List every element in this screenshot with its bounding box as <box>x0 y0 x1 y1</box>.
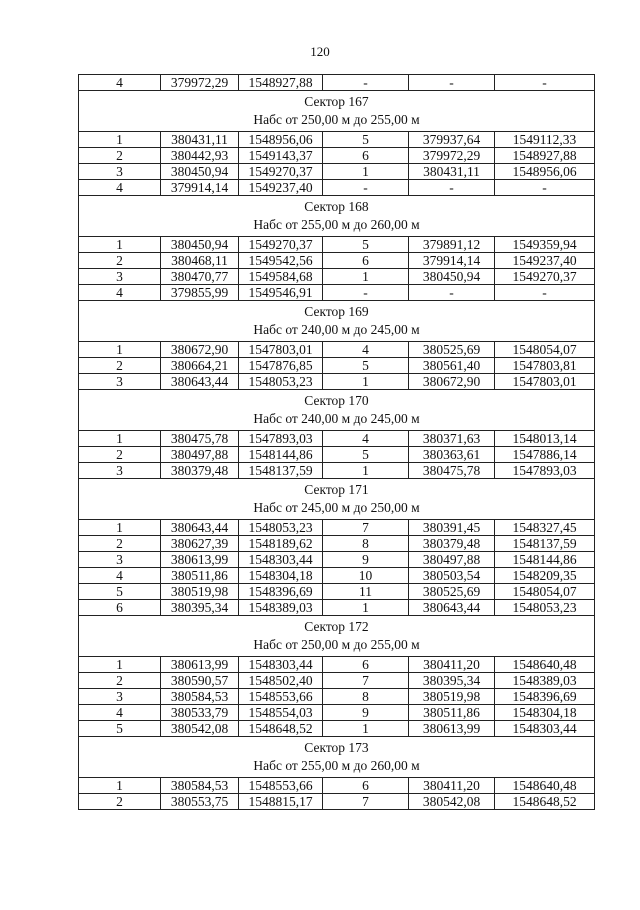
sector-header <box>79 616 595 657</box>
table-row <box>79 536 595 552</box>
coord-y-2: 1549359,94 <box>495 237 595 253</box>
coord-x: 380542,08 <box>161 721 239 737</box>
point-number: 2 <box>79 447 161 463</box>
coord-y: 1547893,03 <box>239 431 323 447</box>
coord-x-2: 380561,40 <box>409 358 495 374</box>
point-number-2: 7 <box>323 794 409 810</box>
page-number: 120 <box>310 44 330 59</box>
coord-x-2: 380525,69 <box>409 342 495 358</box>
sector-header-row <box>79 479 595 520</box>
coord-y: 1549270,37 <box>239 237 323 253</box>
coord-x-2: 380411,20 <box>409 778 495 794</box>
sector-header <box>79 737 595 778</box>
table-row <box>79 237 595 253</box>
point-number-2: 4 <box>323 342 409 358</box>
table-row <box>79 657 595 673</box>
coord-y-2: 1547803,81 <box>495 358 595 374</box>
point-number-2: - <box>323 285 409 301</box>
sectors-coordinates-table <box>78 74 595 810</box>
coord-x-2: 379914,14 <box>409 253 495 269</box>
point-number: 4 <box>79 180 161 196</box>
table-row <box>79 180 595 196</box>
sector-header-row <box>79 390 595 431</box>
coord-x-2: 380643,44 <box>409 600 495 616</box>
coord-y-2: 1548304,18 <box>495 705 595 721</box>
point-number-2: 8 <box>323 536 409 552</box>
coord-x-2: 380431,11 <box>409 164 495 180</box>
coord-x: 380613,99 <box>161 657 239 673</box>
point-number-2: 1 <box>323 600 409 616</box>
sector-height-range: Набс от 255,00 м до 260,00 м <box>253 217 420 232</box>
coord-y-2: 1548137,59 <box>495 536 595 552</box>
table-row <box>79 285 595 301</box>
point-number-2: 4 <box>323 431 409 447</box>
coord-y-2: 1548327,45 <box>495 520 595 536</box>
table-row <box>79 463 595 479</box>
point-number-2: 11 <box>323 584 409 600</box>
coord-y: 1548389,03 <box>239 600 323 616</box>
coord-x: 380643,44 <box>161 520 239 536</box>
coord-x: 379972,29 <box>161 75 239 91</box>
point-number-2: 6 <box>323 657 409 673</box>
point-number-2: 10 <box>323 568 409 584</box>
point-number: 5 <box>79 721 161 737</box>
coord-y-2: 1548927,88 <box>495 148 595 164</box>
coord-x-2: 380519,98 <box>409 689 495 705</box>
point-number-2: 1 <box>323 374 409 390</box>
sector-header <box>79 91 595 132</box>
sector-title: Сектор 169 <box>304 304 369 319</box>
point-number-2: 1 <box>323 721 409 737</box>
point-number: 3 <box>79 689 161 705</box>
point-number: 1 <box>79 132 161 148</box>
coord-y-2: 1548396,69 <box>495 689 595 705</box>
coord-y: 1548554,03 <box>239 705 323 721</box>
coord-y-2: 1548144,86 <box>495 552 595 568</box>
coord-y: 1548144,86 <box>239 447 323 463</box>
table-row <box>79 269 595 285</box>
table-row <box>79 164 595 180</box>
coord-y: 1549584,68 <box>239 269 323 285</box>
coord-y: 1549143,37 <box>239 148 323 164</box>
sector-title: Сектор 168 <box>304 199 369 214</box>
table-row <box>79 552 595 568</box>
coord-y: 1548927,88 <box>239 75 323 91</box>
point-number-2: 5 <box>323 358 409 374</box>
point-number: 4 <box>79 285 161 301</box>
coord-x-2: 380475,78 <box>409 463 495 479</box>
coord-x: 380470,77 <box>161 269 239 285</box>
point-number: 1 <box>79 431 161 447</box>
coord-x-2: 379972,29 <box>409 148 495 164</box>
table-row <box>79 584 595 600</box>
sector-height-range: Набс от 245,00 м до 250,00 м <box>253 500 420 515</box>
coord-x: 379914,14 <box>161 180 239 196</box>
coord-x-2: - <box>409 75 495 91</box>
coord-x-2: 379891,12 <box>409 237 495 253</box>
sector-header <box>79 196 595 237</box>
point-number-2: 1 <box>323 463 409 479</box>
coord-x-2: 380542,08 <box>409 794 495 810</box>
coord-y-2: 1548648,52 <box>495 794 595 810</box>
coord-y: 1548053,23 <box>239 374 323 390</box>
point-number: 3 <box>79 269 161 285</box>
coord-y: 1548648,52 <box>239 721 323 737</box>
coord-x: 379855,99 <box>161 285 239 301</box>
coord-x: 380584,53 <box>161 778 239 794</box>
coord-y-2: 1548013,14 <box>495 431 595 447</box>
sector-header <box>79 390 595 431</box>
coord-y-2: 1547886,14 <box>495 447 595 463</box>
table-row <box>79 568 595 584</box>
coord-y: 1548189,62 <box>239 536 323 552</box>
coord-y: 1548502,40 <box>239 673 323 689</box>
sector-title: Сектор 172 <box>304 619 369 634</box>
coord-x: 380533,79 <box>161 705 239 721</box>
coord-x-2: 380450,94 <box>409 269 495 285</box>
sector-title: Сектор 167 <box>304 94 369 109</box>
continuation-row <box>79 75 595 91</box>
coord-x: 380584,53 <box>161 689 239 705</box>
coord-x: 380395,34 <box>161 600 239 616</box>
table-row <box>79 431 595 447</box>
table-row <box>79 447 595 463</box>
point-number: 4 <box>79 705 161 721</box>
sector-header-row <box>79 301 595 342</box>
coord-y: 1548396,69 <box>239 584 323 600</box>
coord-y: 1549546,91 <box>239 285 323 301</box>
coord-y: 1548303,44 <box>239 552 323 568</box>
point-number: 2 <box>79 794 161 810</box>
point-number: 2 <box>79 673 161 689</box>
coord-x: 380497,88 <box>161 447 239 463</box>
point-number: 3 <box>79 374 161 390</box>
table-row <box>79 358 595 374</box>
coord-y-2: 1548054,07 <box>495 342 595 358</box>
point-number-2: - <box>323 180 409 196</box>
coord-x: 380475,78 <box>161 431 239 447</box>
point-number-2: 8 <box>323 689 409 705</box>
coord-y: 1549237,40 <box>239 180 323 196</box>
table-row <box>79 778 595 794</box>
sector-height-range: Набс от 250,00 м до 255,00 м <box>253 637 420 652</box>
coord-x: 380442,93 <box>161 148 239 164</box>
coord-x-2: 380503,54 <box>409 568 495 584</box>
table-row <box>79 721 595 737</box>
point-number-2: 6 <box>323 778 409 794</box>
coord-y-2: 1549270,37 <box>495 269 595 285</box>
coord-y: 1548956,06 <box>239 132 323 148</box>
coord-y: 1548053,23 <box>239 520 323 536</box>
coord-x-2: 379937,64 <box>409 132 495 148</box>
coord-x-2: 380391,45 <box>409 520 495 536</box>
coord-y: 1548303,44 <box>239 657 323 673</box>
coord-x: 380511,86 <box>161 568 239 584</box>
coord-x: 380664,21 <box>161 358 239 374</box>
coord-x-2: 380525,69 <box>409 584 495 600</box>
point-number-2: 5 <box>323 132 409 148</box>
coord-y-2: 1548209,35 <box>495 568 595 584</box>
coord-y-2: 1548640,48 <box>495 657 595 673</box>
table-row <box>79 342 595 358</box>
point-number: 1 <box>79 342 161 358</box>
coord-y: 1548137,59 <box>239 463 323 479</box>
point-number-2: 1 <box>323 164 409 180</box>
coord-x-2: 380511,86 <box>409 705 495 721</box>
point-number-2: 9 <box>323 705 409 721</box>
table-row <box>79 253 595 269</box>
coord-y-2: - <box>495 180 595 196</box>
coord-x: 380379,48 <box>161 463 239 479</box>
point-number: 3 <box>79 463 161 479</box>
point-number: 4 <box>79 568 161 584</box>
coord-y-2: 1549237,40 <box>495 253 595 269</box>
sector-header-row <box>79 616 595 657</box>
coord-x-2: 380613,99 <box>409 721 495 737</box>
coord-y-2: 1548053,23 <box>495 600 595 616</box>
sector-title: Сектор 171 <box>304 482 369 497</box>
point-number: 6 <box>79 600 161 616</box>
coord-x-2: - <box>409 180 495 196</box>
point-number: 5 <box>79 584 161 600</box>
coord-x-2: 380363,61 <box>409 447 495 463</box>
sector-header-row <box>79 737 595 778</box>
coord-y-2: 1548303,44 <box>495 721 595 737</box>
point-number-2: 5 <box>323 447 409 463</box>
point-number: 1 <box>79 520 161 536</box>
table-body <box>79 75 595 810</box>
coord-y: 1547803,01 <box>239 342 323 358</box>
table-row <box>79 520 595 536</box>
coord-x-2: 380371,63 <box>409 431 495 447</box>
sector-height-range: Набс от 240,00 м до 245,00 м <box>253 322 420 337</box>
coord-y: 1548304,18 <box>239 568 323 584</box>
sector-height-range: Набс от 250,00 м до 255,00 м <box>253 112 420 127</box>
coord-y-2: - <box>495 75 595 91</box>
sector-title: Сектор 170 <box>304 393 369 408</box>
point-number: 4 <box>79 75 161 91</box>
sector-title: Сектор 173 <box>304 740 369 755</box>
coord-y: 1548815,17 <box>239 794 323 810</box>
point-number-2: 7 <box>323 520 409 536</box>
table-row <box>79 132 595 148</box>
coord-x: 380431,11 <box>161 132 239 148</box>
point-number-2: - <box>323 75 409 91</box>
table-row <box>79 148 595 164</box>
coord-x: 380450,94 <box>161 237 239 253</box>
coord-y-2: 1548640,48 <box>495 778 595 794</box>
point-number-2: 1 <box>323 269 409 285</box>
table-row <box>79 673 595 689</box>
coord-x: 380468,11 <box>161 253 239 269</box>
coord-x-2: 380379,48 <box>409 536 495 552</box>
sector-height-range: Набс от 240,00 м до 245,00 м <box>253 411 420 426</box>
coord-x-2: 380395,34 <box>409 673 495 689</box>
sector-header <box>79 479 595 520</box>
sector-header-row <box>79 91 595 132</box>
point-number-2: 9 <box>323 552 409 568</box>
coord-x: 380672,90 <box>161 342 239 358</box>
coord-y: 1548553,66 <box>239 689 323 705</box>
coord-x: 380553,75 <box>161 794 239 810</box>
point-number: 2 <box>79 148 161 164</box>
sector-height-range: Набс от 255,00 м до 260,00 м <box>253 758 420 773</box>
coord-y-2: 1547803,01 <box>495 374 595 390</box>
point-number: 3 <box>79 164 161 180</box>
table-row <box>79 794 595 810</box>
point-number: 3 <box>79 552 161 568</box>
table-row <box>79 374 595 390</box>
point-number: 1 <box>79 778 161 794</box>
point-number: 2 <box>79 358 161 374</box>
coord-y: 1549270,37 <box>239 164 323 180</box>
coord-x: 380590,57 <box>161 673 239 689</box>
table-row <box>79 600 595 616</box>
coord-y: 1549542,56 <box>239 253 323 269</box>
coord-x: 380643,44 <box>161 374 239 390</box>
coord-y-2: - <box>495 285 595 301</box>
point-number: 1 <box>79 237 161 253</box>
coord-x-2: 380672,90 <box>409 374 495 390</box>
coord-x: 380627,39 <box>161 536 239 552</box>
point-number-2: 7 <box>323 673 409 689</box>
coord-y: 1548553,66 <box>239 778 323 794</box>
point-number-2: 6 <box>323 253 409 269</box>
coord-y-2: 1548389,03 <box>495 673 595 689</box>
coord-x-2: 380411,20 <box>409 657 495 673</box>
point-number: 2 <box>79 536 161 552</box>
coord-x: 380519,98 <box>161 584 239 600</box>
table-row <box>79 705 595 721</box>
sector-header-row <box>79 196 595 237</box>
point-number-2: 5 <box>323 237 409 253</box>
coord-y-2: 1548054,07 <box>495 584 595 600</box>
coord-x: 380450,94 <box>161 164 239 180</box>
coord-x-2: 380497,88 <box>409 552 495 568</box>
table-row <box>79 689 595 705</box>
point-number: 2 <box>79 253 161 269</box>
coord-y-2: 1549112,33 <box>495 132 595 148</box>
coord-x: 380613,99 <box>161 552 239 568</box>
sector-header <box>79 301 595 342</box>
coord-y-2: 1548956,06 <box>495 164 595 180</box>
coord-x-2: - <box>409 285 495 301</box>
point-number: 1 <box>79 657 161 673</box>
point-number-2: 6 <box>323 148 409 164</box>
coord-y: 1547876,85 <box>239 358 323 374</box>
coord-y-2: 1547893,03 <box>495 463 595 479</box>
